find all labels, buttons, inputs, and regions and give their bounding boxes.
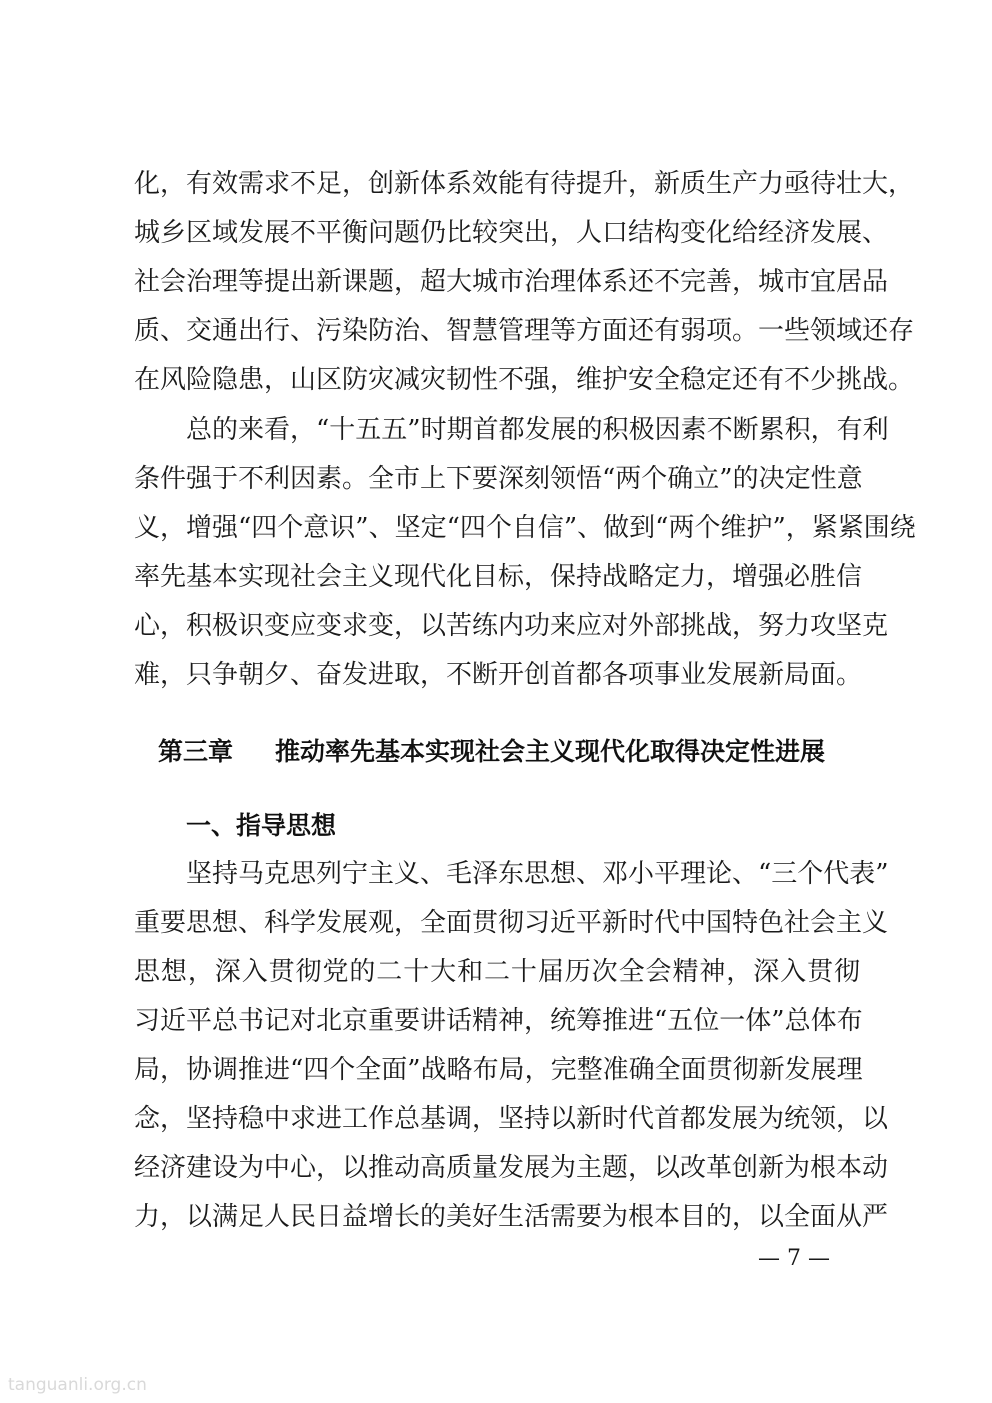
paragraph-line: 化，有效需求不足，创新体系效能有待提升，新质生产力亟待壮大， bbox=[134, 169, 915, 199]
chapter-number: 第三章 bbox=[158, 737, 234, 766]
paragraph-line: 局，协调推进“四个全面”战略布局，完整准确全面贯彻新发展理 bbox=[134, 1055, 863, 1085]
paragraph-line: 坚持马克思列宁主义、毛泽东思想、邓小平理论、“三个代表” bbox=[186, 859, 889, 889]
paragraph-line: 重要思想、科学发展观，全面贯彻习近平新时代中国特色社会主义 bbox=[134, 908, 889, 938]
page-number: — 7 — bbox=[758, 1246, 830, 1271]
paragraph-line: 经济建设为中心，以推动高质量发展为主题，以改革创新为根本动 bbox=[134, 1153, 889, 1183]
paragraph-line: 质、交通出行、污染防治、智慧管理等方面还有弱项。一些领域还存 bbox=[134, 316, 915, 346]
paragraph-line: 义，增强“四个意识”、坚定“四个自信”、做到“两个维护”，紧紧围绕 bbox=[134, 513, 916, 543]
paragraph-line: 条件强于不利因素。全市上下要深刻领悟“两个确立”的决定性意 bbox=[134, 464, 863, 494]
watermark-text: tanguanli.org.cn bbox=[8, 1375, 147, 1395]
paragraph-line: 城乡区域发展不平衡问题仍比较突出，人口结构变化给经济发展、 bbox=[134, 218, 889, 248]
chapter-title: 推动率先基本实现社会主义现代化取得决定性进展 bbox=[275, 737, 826, 766]
paragraph-line: 率先基本实现社会主义现代化目标，保持战略定力，增强必胜信 bbox=[134, 562, 863, 592]
paragraph-line: 思想，深入贯彻党的二十大和二十届历次全会精神，深入贯彻 bbox=[134, 957, 860, 987]
chapter-heading bbox=[158, 734, 825, 770]
paragraph-line: 习近平总书记对北京重要讲话精神，统筹推进“五位一体”总体布 bbox=[134, 1006, 863, 1036]
section-heading: 一、指导思想 bbox=[186, 811, 337, 840]
paragraph-line: 社会治理等提出新课题，超大城市治理体系还不完善，城市宜居品 bbox=[134, 267, 889, 297]
paragraph-line: 在风险隐患，山区防灾减灾韧性不强，维护安全稳定还有不少挑战。 bbox=[134, 365, 915, 395]
paragraph-line: 心，积极识变应变求变，以苦练内功来应对外部挑战，努力攻坚克 bbox=[134, 611, 889, 641]
paragraph-line: 难，只争朝夕、奋发进取，不断开创首都各项事业发展新局面。 bbox=[134, 660, 863, 690]
paragraph-line: 念，坚持稳中求进工作总基调，坚持以新时代首都发展为统领，以 bbox=[134, 1104, 889, 1134]
paragraph-line: 总的来看，“十五五”时期首都发展的积极因素不断累积，有利 bbox=[186, 415, 889, 445]
paragraph-line: 力，以满足人民日益增长的美好生活需要为根本目的，以全面从严 bbox=[134, 1202, 889, 1232]
